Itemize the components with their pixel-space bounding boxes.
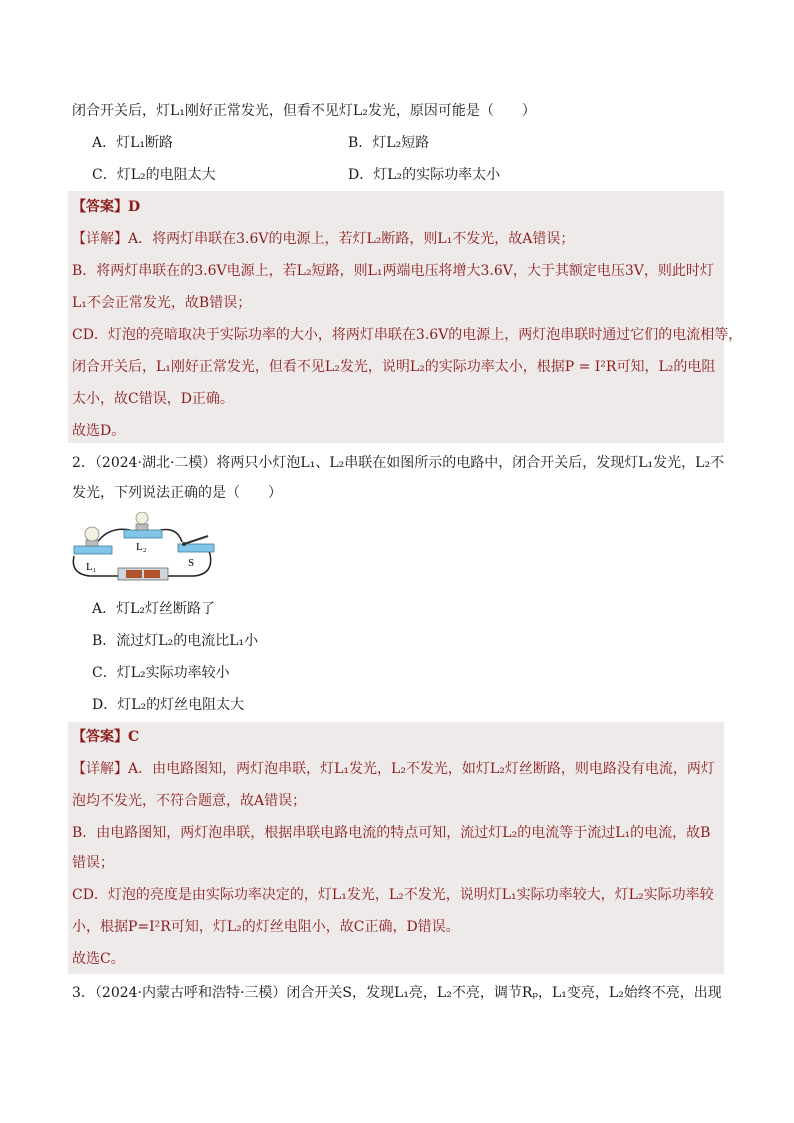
label-l1: L₁ xyxy=(86,561,97,573)
lamp-l1-icon xyxy=(74,527,112,554)
q2-option-b: B．流过灯L₂的电流比L₁小 xyxy=(92,633,259,649)
q2-detail-line-4: 错误； xyxy=(72,855,114,871)
lamp-l2-icon xyxy=(124,512,162,538)
q2-detail-line-5: CD．灯泡的亮度是由实际功率决定的，灯L₁发光，L₂不发光，说明灯L₁实际功率较大，灯L₂实际功率较 xyxy=(72,887,714,903)
label-s: S xyxy=(188,557,195,569)
switch-icon xyxy=(178,536,214,552)
battery-icon xyxy=(118,568,168,580)
q1-detail-line-6: 太小，故C错误，D正确。 xyxy=(72,391,234,407)
q3-stem: 3．（2024·内蒙古呼和浩特·三模）闭合开关S，发现L₁亮，L₂不亮，调节Rₚ，L₁变亮，L₂始终不亮，出现 xyxy=(72,985,722,1001)
q1-answer-label: 【答案】D xyxy=(72,199,141,215)
q2-answer-label: 【答案】C xyxy=(72,729,140,745)
q1-detail-line-4: CD．灯泡的亮暗取决于实际功率的大小，将两灯串联在3.6V的电源上，两灯泡串联时通过它们的电流相等， xyxy=(72,327,743,343)
circuit-diagram xyxy=(68,512,218,582)
q1-detail-line-5: 闭合开关后，L₁刚好正常发光，但看不见L₂发光，说明L₂的实际功率太小，根据P = I²R可知，L₂的电阻 xyxy=(72,359,716,375)
q2-option-c: C．灯L₂实际功率较小 xyxy=(92,665,230,681)
label-l2: L₂ xyxy=(136,541,147,553)
q2-detail-line-3: B．由电路图知，两灯泡串联，根据串联电路电流的特点可知，流过灯L₂的电流等于流过L₁的电流，故B xyxy=(72,825,711,841)
q1-detail-line-3: L₁不会正常发光，故B错误； xyxy=(72,295,252,311)
q2-detail-line-2: 泡均不发光，不符合题意，故A错误； xyxy=(72,793,307,809)
q1-option-b: B．灯L₂短路 xyxy=(348,135,430,151)
q2-detail-line-1: 【详解】A．由电路图知，两灯泡串联，灯L₁发光，L₂不发光，如灯L₂灯丝断路，则电路没有电流，两灯 xyxy=(72,761,715,777)
q2-option-a: A．灯L₂灯丝断路了 xyxy=(92,601,216,617)
q1-option-c: C．灯L₂的电阻太大 xyxy=(92,167,216,183)
q2-option-d: D．灯L₂的灯丝电阻太大 xyxy=(92,697,245,713)
q2-detail-line-6: 小，根据P=I²R可知，灯L₂的灯丝电阻小，故C正确，D错误。 xyxy=(72,919,460,935)
q1-option-d: D．灯L₂的实际功率太小 xyxy=(348,167,501,183)
q1-detail-line-2: B．将两灯串联在的3.6V电源上，若L₂短路，则L₁两端电压将增大3.6V，大于其额定电压3V，则此时灯 xyxy=(72,263,714,279)
q1-option-a: A．灯L₁断路 xyxy=(92,135,174,151)
q2-stem-line-1: 2．（2024·湖北·二模）将两只小灯泡L₁、L₂串联在如图所示的电路中，闭合开关后，发现灯L₁发光，L₂不 xyxy=(72,455,725,471)
q1-stem-tail: 闭合开关后，灯L₁刚好正常发光，但看不见灯L₂发光，原因可能是（ ） xyxy=(72,103,536,119)
q1-detail-line-7: 故选D。 xyxy=(72,423,126,439)
q2-stem-line-2: 发光，下列说法正确的是（ ） xyxy=(72,485,282,501)
q1-detail-line-1: 【详解】A．将两灯串联在3.6V的电源上，若灯L₂断路，则L₁不发光，故A错误； xyxy=(72,231,575,247)
q2-detail-line-7: 故选C。 xyxy=(72,951,125,967)
